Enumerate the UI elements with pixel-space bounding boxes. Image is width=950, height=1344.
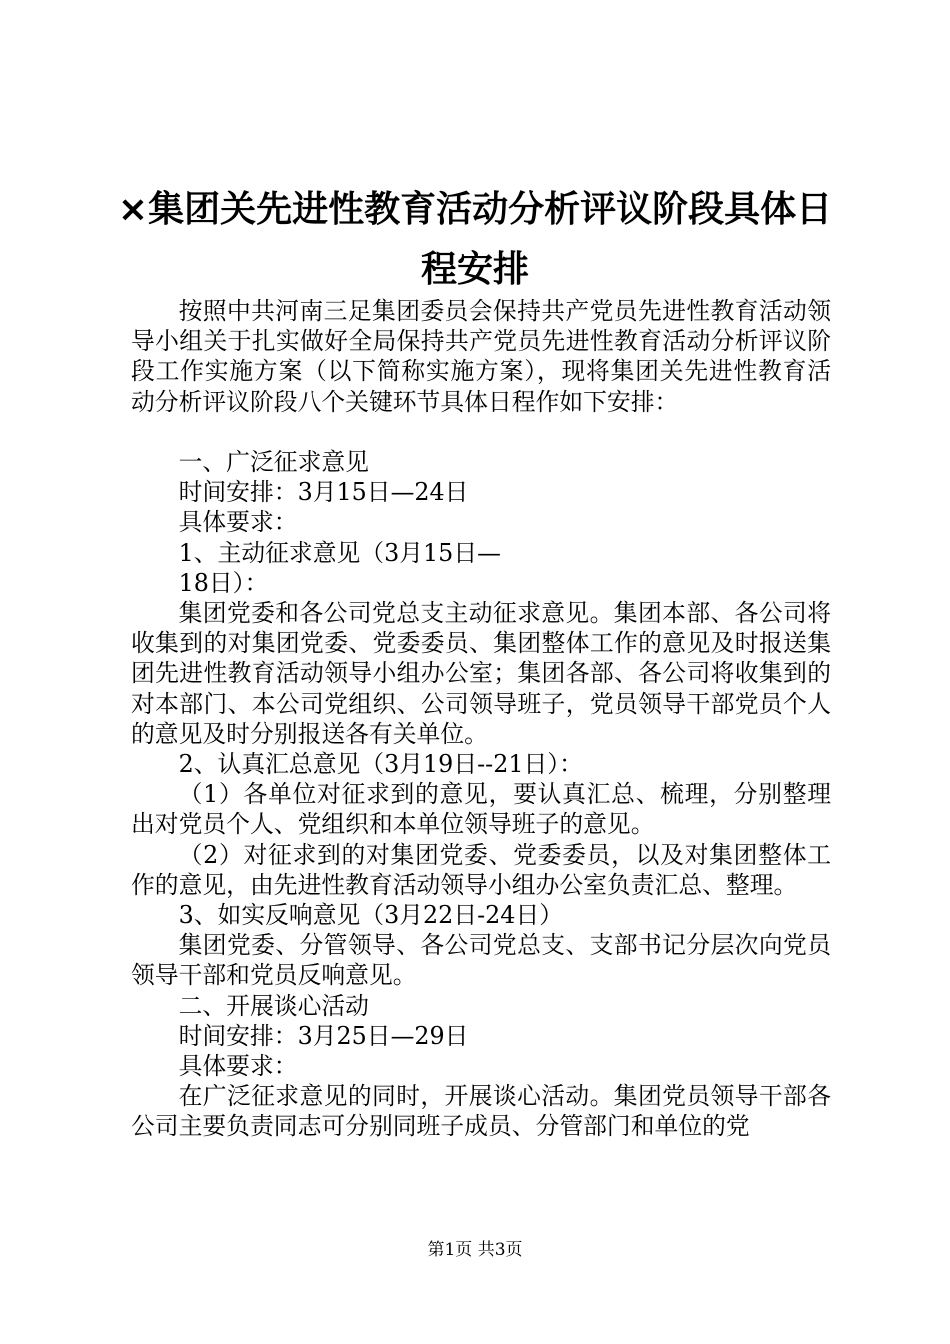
item-heading-1-1: 1、主动征求意见（3月15日— (178, 538, 501, 567)
document-body (131, 296, 831, 1142)
requirements-label-2: 具体要求： (178, 1052, 298, 1081)
intro-paragraph: 按照中共河南三足集团委员会保持共产党员先进性教育活动领导小组关于扎实做好全局保持共产党员先进性教育活动分析评议阶段工作实施方案（以下简称实施方案），现将集团关先进性教育活动分析评议阶段八个关键环节具体日程作如下安排： (131, 297, 831, 416)
requirements-label-1: 具体要求： (178, 508, 298, 537)
body-paragraph: 集团党委和各公司党总支主动征求意见。集团本部、各公司将收集到的对集团党委、党委委员、集团整体工作的意见及时报送集团先进性教育活动领导小组办公室；集团各部、各公司将收集到的对本部门、本公司党组织、公司领导班子，党员领导干部党员个人的意见及时分别报送各有关单位。 (131, 599, 831, 748)
item-heading-1-3: 3、如实反响意见（3月22日-24日） (178, 901, 564, 930)
section-heading-2: 二、开展谈心活动 (178, 991, 369, 1020)
section-heading-1: 一、广泛征求意见 (178, 448, 369, 476)
item-heading-1-2: 2、认真汇总意见（3月19日--21日）： (178, 750, 583, 779)
document-title-line-1: ×集团关先进性教育活动分析评议阶段具体日 (117, 189, 833, 230)
page-footer: 第1页 共3页 (427, 1240, 523, 1260)
schedule-line-1: 时间安排：3月15日—24日 (178, 478, 469, 507)
item-heading-1-1-cont: 18日）： (178, 568, 269, 597)
blank-line (131, 417, 831, 447)
schedule-line-2: 时间安排：3月25日—29日 (178, 1021, 469, 1050)
document-title-line-2: 程安排 (420, 249, 529, 290)
sub-item-1: （1）各单位对征求到的意见，要认真汇总、梳理，分别整理出对党员个人、党组织和本单位领导班子的意见。 (131, 780, 831, 839)
body-paragraph: 在广泛征求意见的同时，开展谈心活动。集团党员领导干部各公司主要负责同志可分别同班子成员、分管部门和单位的党 (131, 1082, 831, 1141)
body-paragraph: 集团党委、分管领导、各公司党总支、支部书记分层次向党员领导干部和党员反响意见。 (131, 931, 831, 990)
sub-item-2: （2）对征求到的对集团党委、党委委员，以及对集团整体工作的意见，由先进性教育活动领导小组办公室负责汇总、整理。 (131, 840, 831, 899)
